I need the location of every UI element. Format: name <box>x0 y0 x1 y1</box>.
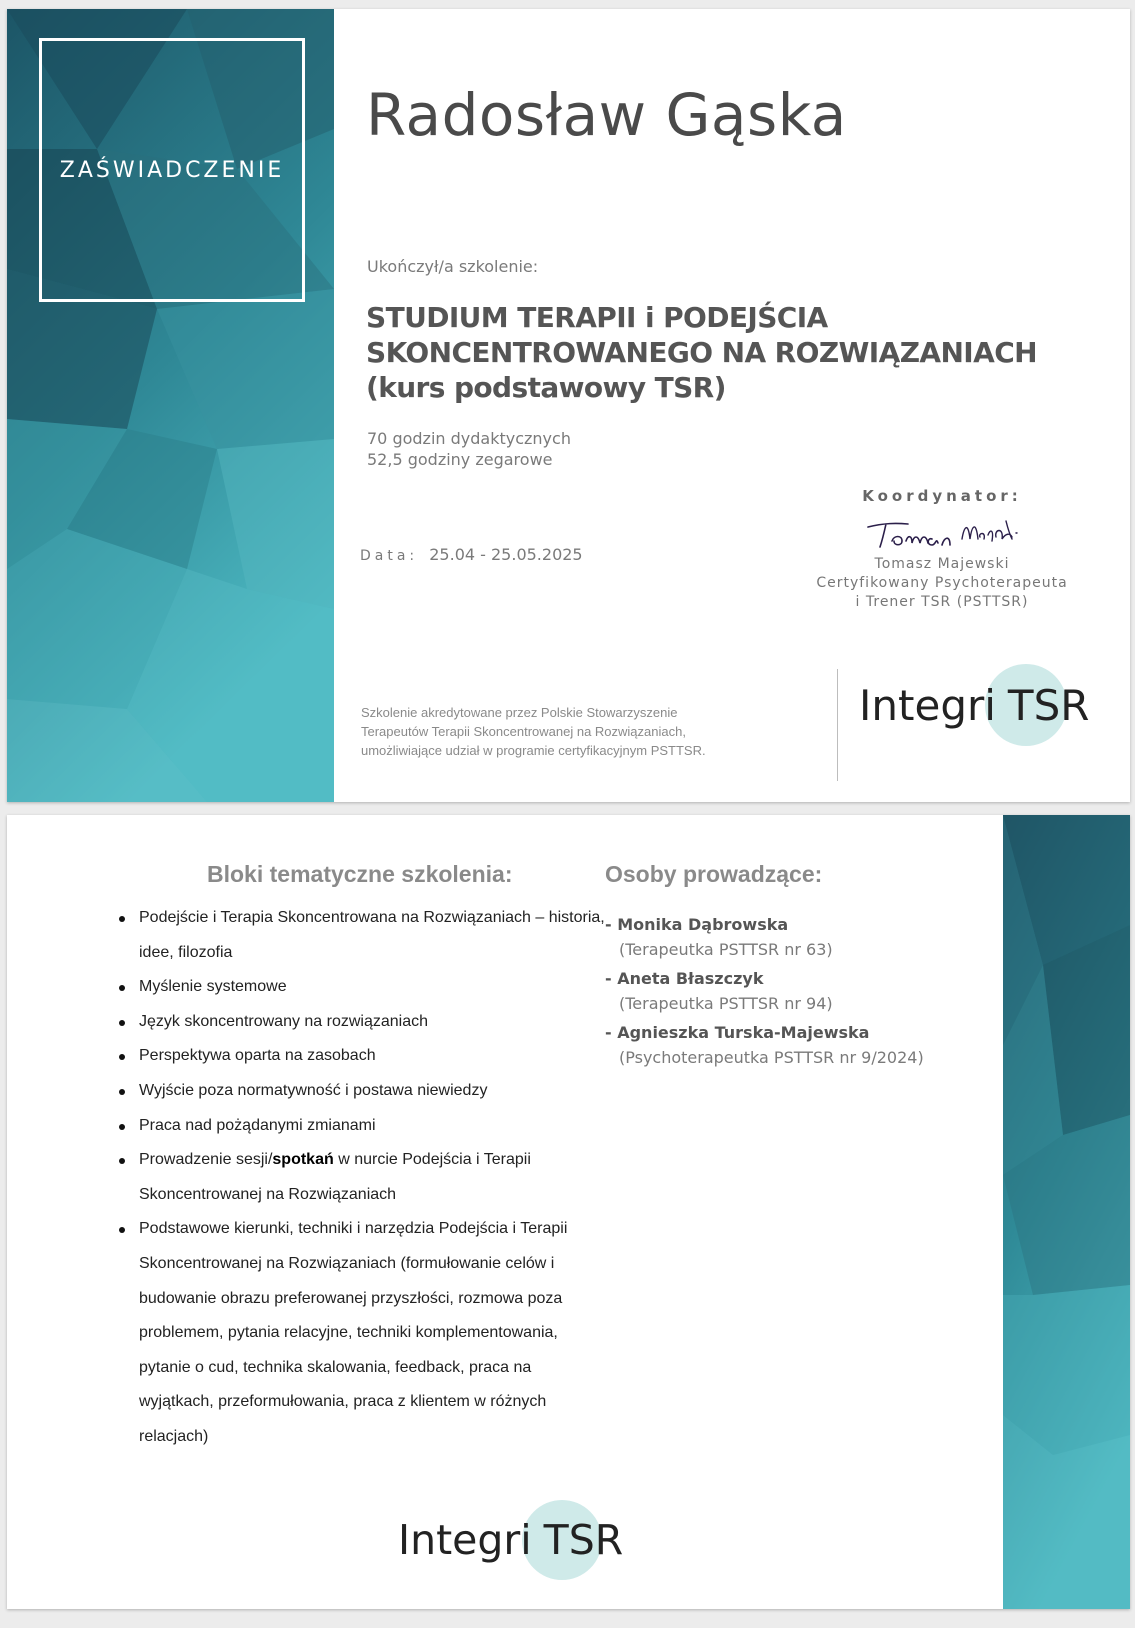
hours-line: 70 godzin dydaktycznych <box>367 429 571 448</box>
list-item-emphasis: spotkań <box>272 1151 334 1169</box>
list-item-text: w nurcie Podejścia i Terapii Skoncentrowanej na Rozwiązaniach <box>139 1151 531 1203</box>
hours-line: 52,5 godziny zegarowe <box>367 450 553 469</box>
date-label: Data: <box>360 548 419 564</box>
list-item: Praca nad pożądanymi zmianami <box>139 1109 609 1144</box>
list-item: Podejście i Terapia Skoncentrowana na Rozwiązaniach – historia, idee, filozofia <box>139 901 609 970</box>
coordinator-name: Tomasz Majewski <box>874 556 1010 572</box>
integri-tsr-logo <box>859 664 1089 746</box>
integri-tsr-logo <box>398 1500 623 1580</box>
trainer-item <box>605 968 985 1018</box>
coordinator-signature <box>862 511 1022 551</box>
course-line: STUDIUM TERAPII i PODEJŚCIA <box>366 301 828 334</box>
logo-text: TSR <box>1007 680 1090 730</box>
logo-text: TSR <box>543 1516 624 1564</box>
logo-text: Integri <box>398 1516 532 1564</box>
topics-heading: Bloki tematyczne szkolenia: <box>207 861 513 887</box>
trainer-name: - Agnieszka Turska-Majewska <box>605 1023 870 1042</box>
course-line: (kurs podstawowy TSR) <box>366 371 726 404</box>
trainer-role: (Terapeutka PSTTSR nr 63) <box>619 940 833 959</box>
recipient-name: Radosław Gąska <box>366 81 847 149</box>
accreditation-line: Terapeutów Terapii Skoncentrowanej na Rozwiązaniach, <box>361 724 686 739</box>
trainer-name: - Monika Dąbrowska <box>605 915 789 934</box>
list-item: Podstawowe kierunki, techniki i narzędzia Podejścia i Terapii Skoncentrowanej na Rozwiązaniach (formułowanie celów i budowanie obrazu preferowanej przyszłości, rozmowa poza problemem, pytania relacyjne, techniki komplementowania, pytanie o cud, technika skalowania, feedback, praca na wyjątkach, przeformułowania, praca z klientem w różnych relacjach) <box>139 1212 609 1454</box>
list-item: Język skoncentrowany na rozwiązaniach <box>139 1005 609 1040</box>
teal-polygon-background <box>1003 815 1130 1609</box>
trainer-item <box>605 1022 985 1072</box>
certificate-front-page <box>7 9 1130 802</box>
list-item <box>139 1143 609 1212</box>
trainers-list <box>605 914 985 1076</box>
accreditation-line: umożliwiające udział w programie certyfikacyjnym PSTTSR. <box>361 743 706 758</box>
completed-label: Ukończył/a szkolenie: <box>367 257 539 276</box>
list-item-text: Prowadzenie sesji/ <box>139 1151 273 1169</box>
date-value: 25.04 - 25.05.2025 <box>429 545 583 564</box>
course-name <box>366 300 1086 405</box>
topics-list <box>107 901 609 1455</box>
trainers-heading: Osoby prowadzące: <box>605 861 823 887</box>
coordinator-title: i Trener TSR (PSTTSR) <box>855 594 1029 610</box>
course-line: SKONCENTROWANEGO NA ROZWIĄZANIACH <box>366 336 1037 369</box>
coordinator-details <box>807 555 1077 612</box>
trainer-role: (Terapeutka PSTTSR nr 94) <box>619 994 833 1013</box>
list-item: Perspektywa oparta na zasobach <box>139 1039 609 1074</box>
course-hours <box>367 428 571 470</box>
course-date <box>360 545 583 564</box>
trainer-item <box>605 914 985 964</box>
accreditation-line: Szkolenie akredytowane przez Polskie Stowarzyszenie <box>361 705 678 720</box>
divider <box>837 669 838 781</box>
certificate-title: ZAŚWIADCZENIE <box>59 157 285 183</box>
logo-text: Integri <box>859 680 996 730</box>
coordinator-title: Certyfikowany Psychoterapeuta <box>816 575 1068 591</box>
list-item: Wyjście poza normatywność i postawa niewiedzy <box>139 1074 609 1109</box>
coordinator-block <box>807 487 1077 612</box>
accreditation-note <box>361 703 771 760</box>
trainer-role: (Psychoterapeutka PSTTSR nr 9/2024) <box>619 1048 924 1067</box>
coordinator-label: Koordynator: <box>862 487 1022 505</box>
list-item: Myślenie systemowe <box>139 970 609 1005</box>
certificate-back-page <box>7 815 1130 1609</box>
trainer-name: - Aneta Błaszczyk <box>605 969 764 988</box>
certificate-title-frame <box>39 38 305 302</box>
